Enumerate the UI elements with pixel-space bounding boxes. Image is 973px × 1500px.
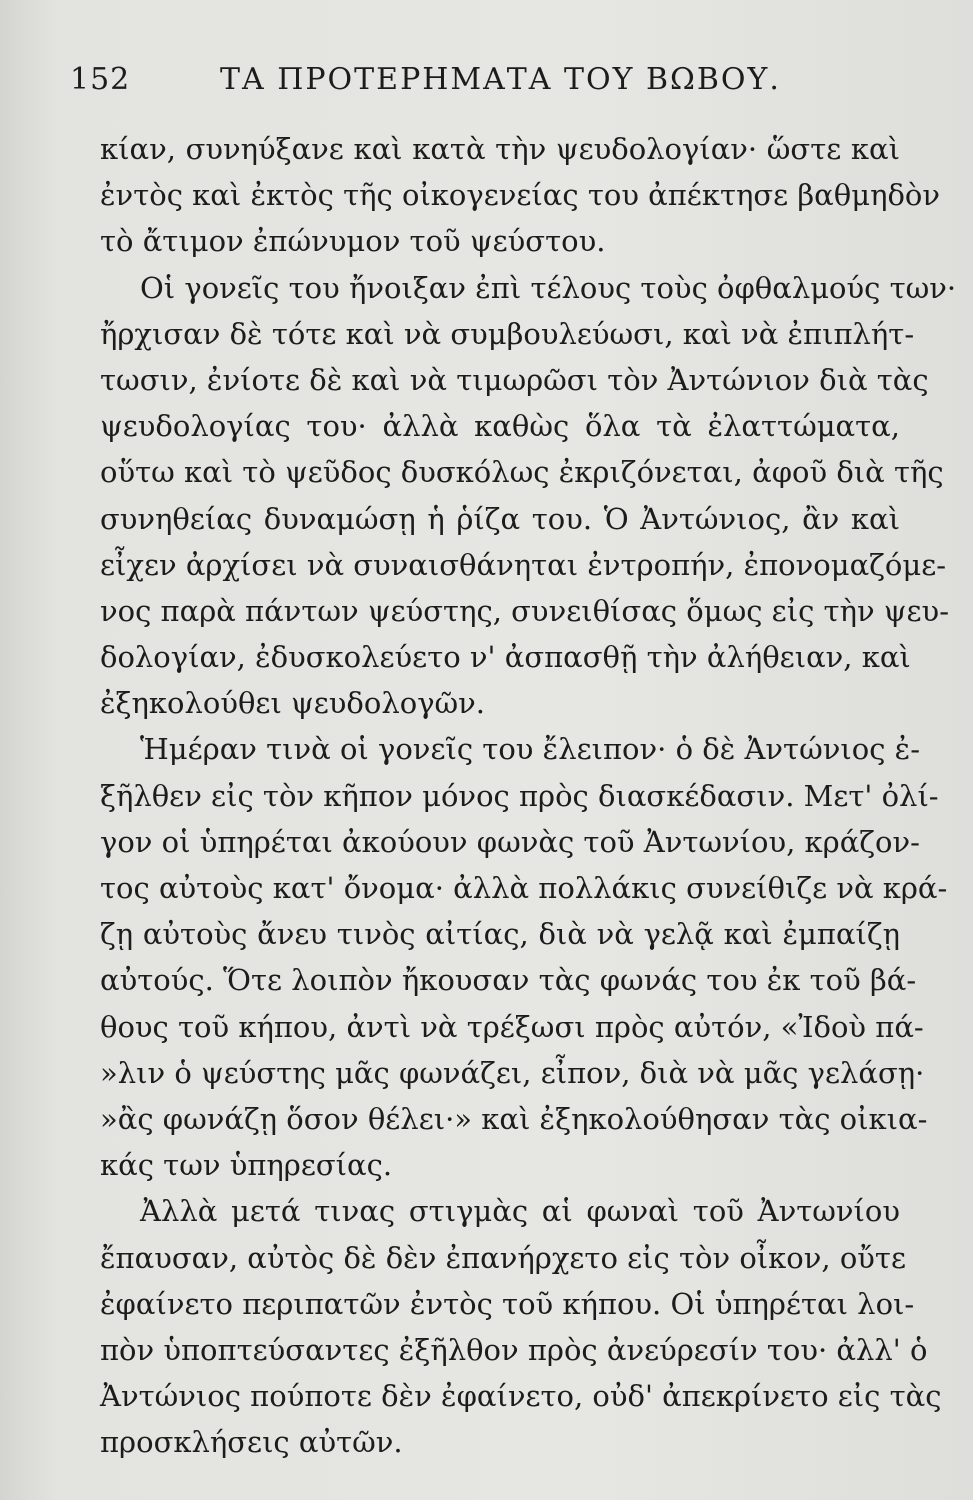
paragraph — [100, 726, 948, 1188]
text-line: ζῃ αὐτοὺς ἄνευ τινὸς αἰτίας, διὰ νὰ γελᾷ καὶ ἐμπαίζῃ — [100, 917, 900, 952]
paragraph — [100, 265, 957, 727]
text-line: Ἀλλὰ μετά τινας στιγμὰς αἱ φωναὶ τοῦ Ἀντωνίου — [140, 1194, 900, 1229]
text-line: »ἂς φωνάζῃ ὅσον θέλει·» καὶ ἐξηκολούθησαν τὰς οἰκια- — [100, 1101, 928, 1136]
paragraph — [100, 1188, 942, 1465]
text-line: θους τοῦ κήπου, ἀντὶ νὰ τρέξωσι πρὸς αὐτόν, «Ἰδοὺ πά- — [100, 1009, 924, 1044]
body-text — [100, 126, 957, 1465]
text-line: δολογίαν, ἐδυσκολεύετο ν' ἀσπασθῇ τὴν ἀλήθειαν, καὶ — [100, 640, 911, 675]
text-line: Ἡμέραν τινὰ οἱ γονεῖς του ἔλειπον· ὁ δὲ Ἀντώνιος ἐ- — [140, 732, 921, 767]
text-line: ἐντὸς καὶ ἐκτὸς τῆς οἰκογενείας του ἀπέκτησε βαθμηδὸν — [100, 178, 940, 213]
text-line: συνηθείας δυναμώσῃ ἡ ῥίζα του. Ὁ Ἀντώνιος, ἂν καὶ — [100, 501, 900, 536]
text-line: κίαν, συνηύξανε καὶ κατὰ τὴν ψευδολογίαν· ὥστε καὶ — [100, 132, 900, 166]
text-line: νος παρὰ πάντων ψεύστης, συνειθίσας ὅμως εἰς τὴν ψευ- — [100, 593, 949, 628]
page-number: 152 — [70, 62, 131, 97]
text-line: ξῆλθεν εἰς τὸν κῆπον μόνος πρὸς διασκέδασιν. Μετ' ὀλί- — [100, 778, 939, 813]
text-line: ἐξηκολούθει ψευδολογῶν. — [100, 686, 486, 721]
paragraph — [100, 126, 940, 265]
text-line: τος αὐτοὺς κατ' ὄνομα· ἀλλὰ πολλάκις συνείθιζε νὰ κρά- — [100, 871, 948, 905]
page-header — [70, 62, 910, 110]
text-line: ἤρχισαν δὲ τότε καὶ νὰ συμβουλεύωσι, καὶ νὰ ἐπιπλήτ- — [100, 316, 915, 351]
text-line: »λιν ὁ ψεύστης μᾶς φωνάζει, εἶπον, διὰ νὰ μᾶς γελάσῃ· — [100, 1055, 925, 1090]
running-title: ΤΑ ΠΡΟΤΕΡΗΜΑΤΑ ΤΟΥ ΒΩΒΟΥ. — [220, 62, 781, 97]
text-line: γον οἱ ὑπηρέται ἀκούουν φωνὰς τοῦ Ἀντωνίου, κράζον- — [100, 824, 920, 859]
text-line: ψευδολογίας του· ἀλλὰ καθὼς ὅλα τὰ ἐλαττώματα, — [100, 409, 900, 444]
text-line: κάς των ὑπηρεσίας. — [100, 1148, 393, 1183]
text-line: προσκλήσεις αὐτῶν. — [100, 1425, 403, 1460]
text-line: τωσιν, ἐνίοτε δὲ καὶ νὰ τιμωρῶσι τὸν Ἀντώνιον διὰ τὰς — [100, 362, 929, 397]
text-line: οὕτω καὶ τὸ ψεῦδος δυσκόλως ἐκριζόνεται, ἀφοῦ διὰ τῆς — [100, 455, 944, 490]
text-line: πὸν ὑποπτεύσαντες ἐξῆλθον πρὸς ἀνεύρεσίν του· ἀλλ' ὁ — [100, 1332, 928, 1367]
text-line: αὐτούς. Ὅτε λοιπὸν ἤκουσαν τὰς φωνάς του ἐκ τοῦ βά- — [100, 963, 917, 998]
text-line: Οἱ γονεῖς του ἤνοιξαν ἐπὶ τέλους τοὺς ὀφθαλμούς των· — [140, 270, 957, 305]
text-line: ἐφαίνετο περιπατῶν ἐντὸς τοῦ κήπου. Οἱ ὑπηρέται λοι- — [100, 1286, 915, 1321]
text-line: εἶχεν ἀρχίσει νὰ συναισθάνηται ἐντροπήν, ἐπονομαζόμε- — [100, 547, 947, 582]
text-line: τὸ ἄτιμον ἐπώνυμον τοῦ ψεύστου. — [100, 224, 606, 259]
text-line: Ἀντώνιος πούποτε δὲν ἐφαίνετο, οὐδ' ἀπεκρίνετο εἰς τὰς — [100, 1379, 942, 1414]
text-line: ἔπαυσαν, αὐτὸς δὲ δὲν ἐπανήρχετο εἰς τὸν οἶκον, οὔτε — [100, 1240, 906, 1275]
